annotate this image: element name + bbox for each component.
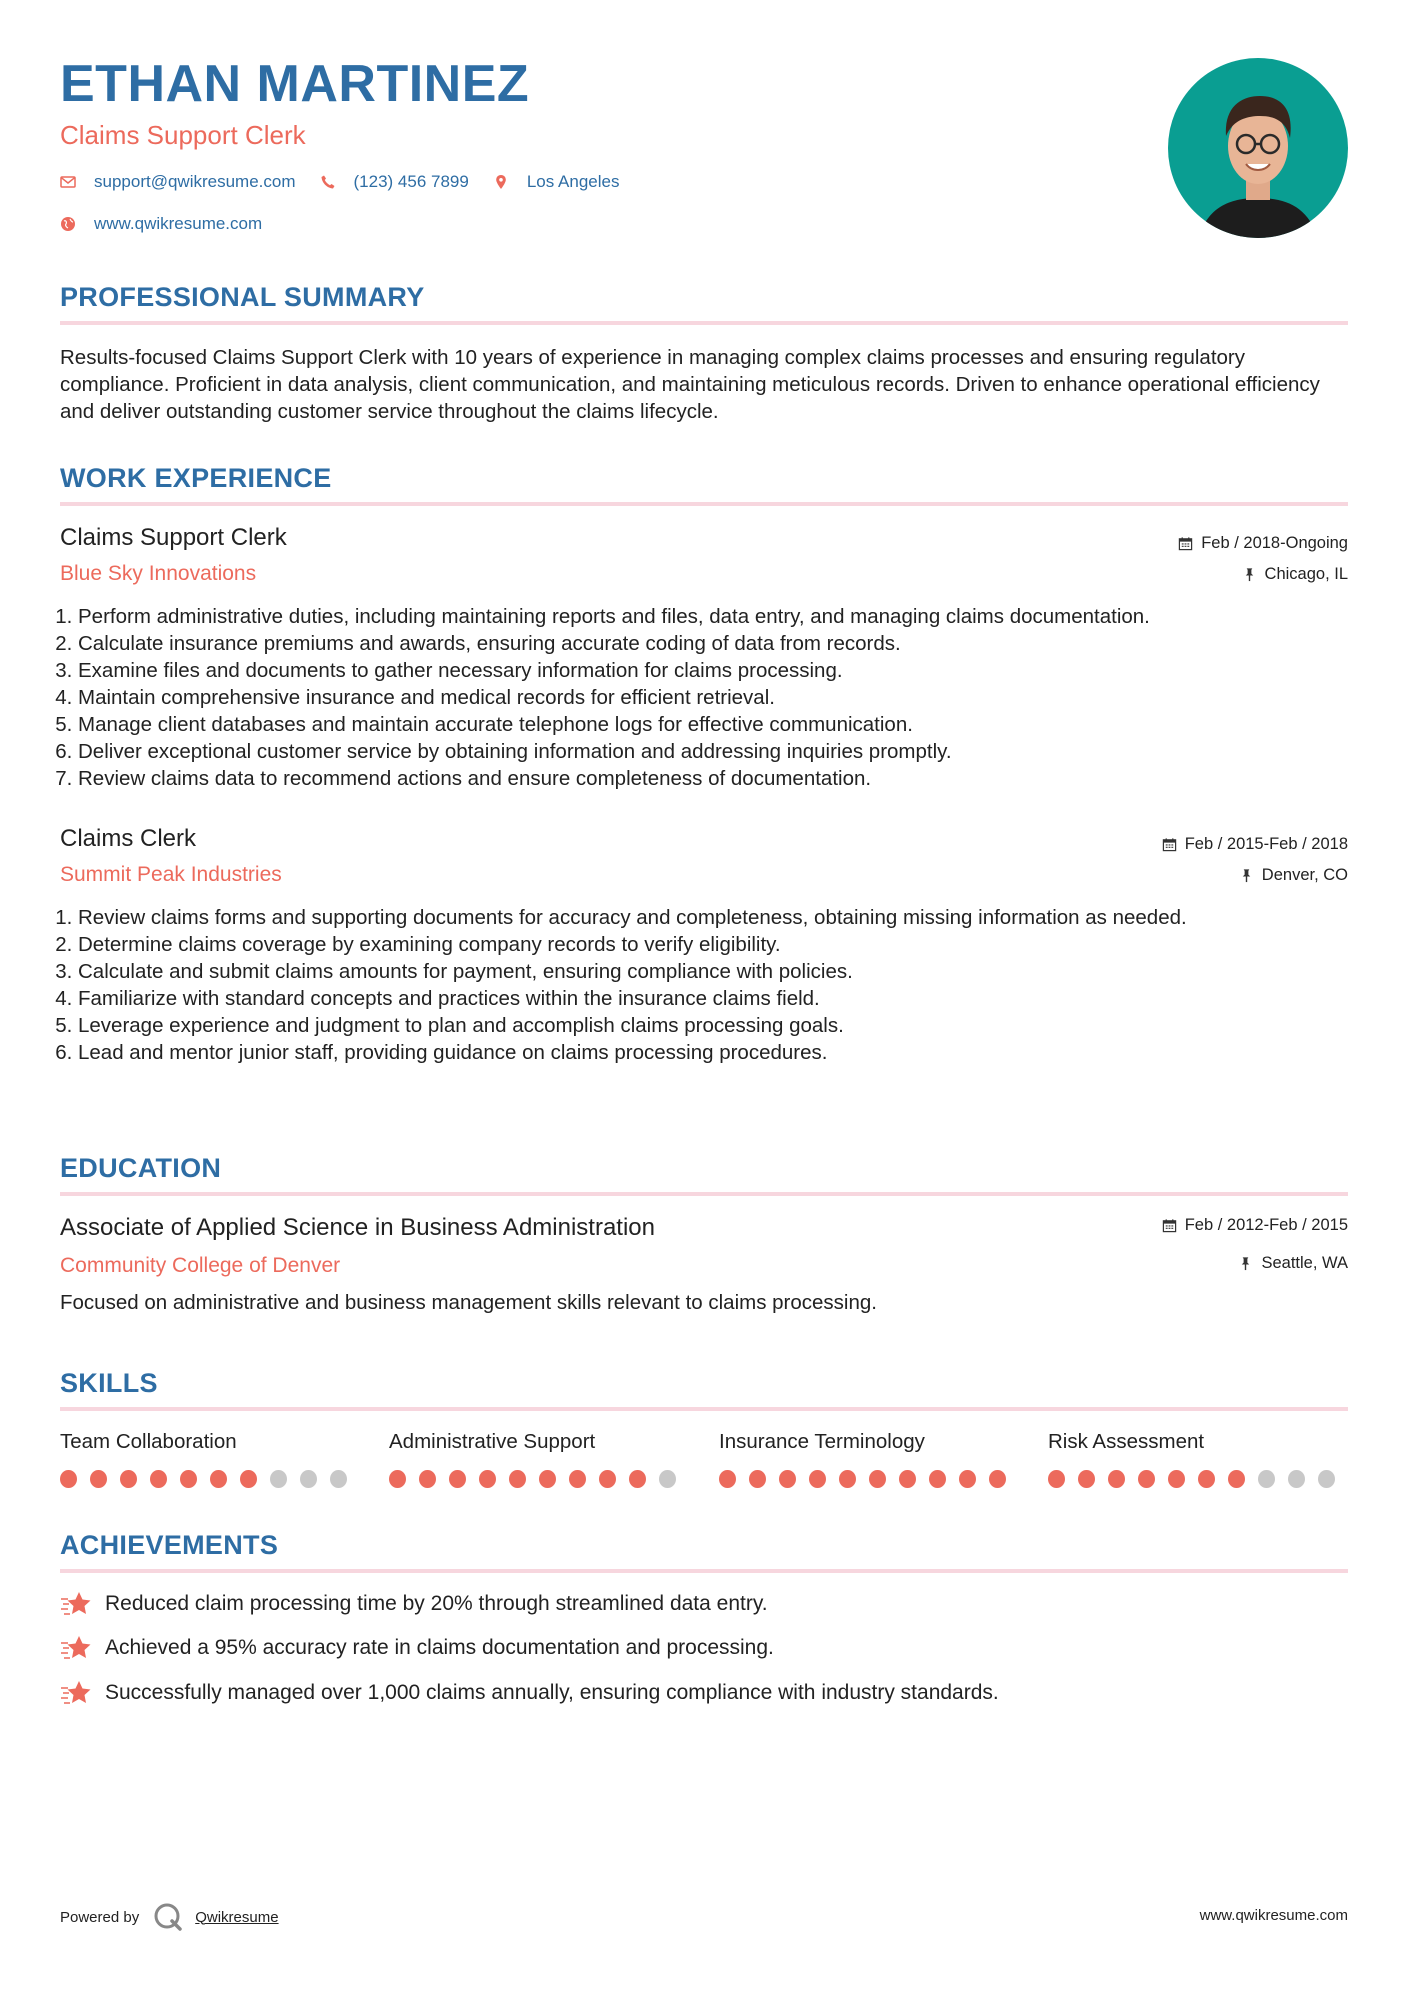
- job-dates-text: Feb / 2018-Ongoing: [1201, 534, 1348, 552]
- job-bullets: [60, 904, 1368, 1066]
- skill-item: [1048, 1430, 1348, 1488]
- rating-dot-empty: [270, 1470, 287, 1488]
- education-heading: EDUCATION: [60, 1153, 222, 1183]
- rating-dot-filled: [929, 1470, 946, 1488]
- rating-dot-empty: [659, 1470, 676, 1488]
- skill-item: [60, 1430, 360, 1488]
- pushpin-icon: [1242, 567, 1257, 582]
- rating-dot-filled: [150, 1470, 167, 1488]
- skill-name: Risk Assessment: [1048, 1430, 1205, 1453]
- list-item: 2. Determine claims coverage by examining company records to verify eligibility.: [78, 931, 1368, 958]
- achievement-item: [60, 1634, 774, 1662]
- achievement-text: Successfully managed over 1,000 claims annually, ensuring compliance with industry standards.: [105, 1681, 999, 1704]
- skill-rating: [719, 1470, 1019, 1488]
- list-item: 3. Examine files and documents to gather necessary information for claims processing.: [78, 657, 1368, 684]
- skill-name: Team Collaboration: [60, 1430, 237, 1453]
- star-badge-icon: [60, 1634, 92, 1662]
- job-title: Claims Clerk: [60, 825, 197, 852]
- rating-dot-filled: [1108, 1470, 1125, 1488]
- list-item: 6. Deliver exceptional customer service by obtaining information and addressing inquiries promptly.: [78, 738, 1368, 765]
- footer-powered-by: [60, 1902, 279, 1932]
- degree-title: Associate of Applied Science in Business Administration: [60, 1214, 655, 1241]
- summary-text: Results-focused Claims Support Clerk with 10 years of experience in managing complex claims processes and ensuring regulatory compliance. Proficient in data analysis, client communication, and maintaining meticulous records. Driven to enhance operational efficiency and deliver outstanding customer service throughout the claims lifecycle.: [60, 346, 1320, 423]
- list-item: 6. Lead and mentor junior staff, providing guidance on claims processing procedures.: [78, 1039, 1368, 1066]
- phone-contact[interactable]: [320, 172, 469, 192]
- rating-dot-filled: [989, 1470, 1006, 1488]
- achievement-text: Reduced claim processing time by 20% through streamlined data entry.: [105, 1592, 768, 1615]
- footer-url[interactable]: www.qwikresume.com: [1199, 1907, 1348, 1924]
- education-description: Focused on administrative and business management skills relevant to claims processing.: [60, 1291, 877, 1314]
- rating-dot-filled: [210, 1470, 227, 1488]
- section-divider: [60, 1569, 1348, 1573]
- list-item: 5. Leverage experience and judgment to plan and accomplish claims processing goals.: [78, 1012, 1368, 1039]
- rating-dot-empty: [1288, 1470, 1305, 1488]
- list-item: 1. Perform administrative duties, including maintaining reports and files, data entry, and managing claims documentation.: [78, 603, 1368, 630]
- rating-dot-filled: [90, 1470, 107, 1488]
- rating-dot-filled: [1138, 1470, 1155, 1488]
- website-contact[interactable]: [60, 214, 262, 234]
- skill-name: Insurance Terminology: [719, 1430, 925, 1453]
- rating-dot-filled: [1228, 1470, 1245, 1488]
- rating-dot-filled: [180, 1470, 197, 1488]
- job-location-text: Chicago, IL: [1264, 565, 1348, 583]
- list-item: 5. Manage client databases and maintain accurate telephone logs for effective communication.: [78, 711, 1368, 738]
- achievement-text: Achieved a 95% accuracy rate in claims documentation and processing.: [105, 1636, 774, 1659]
- rating-dot-filled: [779, 1470, 796, 1488]
- section-divider: [60, 321, 1348, 325]
- education-dates: [1162, 1216, 1348, 1235]
- section-divider: [60, 1192, 1348, 1196]
- pushpin-icon: [1239, 868, 1254, 883]
- qwikresume-logo-icon: [153, 1902, 183, 1932]
- list-item: 2. Calculate insurance premiums and awards, ensuring accurate coding of data from records.: [78, 630, 1368, 657]
- rating-dot-filled: [899, 1470, 916, 1488]
- rating-dot-filled: [719, 1470, 736, 1488]
- calendar-icon: [1162, 837, 1177, 852]
- rating-dot-filled: [1078, 1470, 1095, 1488]
- company-name: Blue Sky Innovations: [60, 562, 257, 585]
- email-text: support@qwikresume.com: [94, 172, 296, 191]
- list-item: 4. Familiarize with standard concepts and practices within the insurance claims field.: [78, 985, 1368, 1012]
- achievement-item: [60, 1679, 999, 1707]
- rating-dot-filled: [599, 1470, 616, 1488]
- star-badge-icon: [60, 1590, 92, 1618]
- rating-dot-empty: [300, 1470, 317, 1488]
- rating-dot-filled: [869, 1470, 886, 1488]
- skill-rating: [60, 1470, 360, 1488]
- job-dates-text: Feb / 2015-Feb / 2018: [1184, 835, 1348, 853]
- rating-dot-filled: [60, 1470, 77, 1488]
- rating-dot-empty: [1258, 1470, 1275, 1488]
- job-title: Claims Support Clerk: [60, 524, 287, 551]
- company-name: Summit Peak Industries: [60, 863, 282, 886]
- rating-dot-filled: [539, 1470, 556, 1488]
- summary-heading: PROFESSIONAL SUMMARY: [60, 282, 425, 312]
- experience-heading: WORK EXPERIENCE: [60, 463, 332, 493]
- candidate-name: ETHAN MARTINEZ: [60, 55, 530, 113]
- envelope-icon: [60, 174, 76, 190]
- job-location: [1239, 866, 1348, 885]
- job-bullets: [60, 603, 1368, 792]
- rating-dot-filled: [389, 1470, 406, 1488]
- achievements-heading: ACHIEVEMENTS: [60, 1530, 279, 1560]
- skill-rating: [389, 1470, 689, 1488]
- map-pin-icon: [493, 174, 509, 190]
- rating-dot-filled: [959, 1470, 976, 1488]
- list-item: 3. Calculate and submit claims amounts for payment, ensuring compliance with policies.: [78, 958, 1368, 985]
- globe-icon: [60, 216, 76, 232]
- rating-dot-filled: [120, 1470, 137, 1488]
- list-item: 4. Maintain comprehensive insurance and medical records for efficient retrieval.: [78, 684, 1368, 711]
- job-dates: [1162, 835, 1348, 854]
- rating-dot-filled: [1198, 1470, 1215, 1488]
- email-contact[interactable]: [60, 172, 296, 192]
- rating-dot-filled: [809, 1470, 826, 1488]
- list-item: 7. Review claims data to recommend actions and ensure completeness of documentation.: [78, 765, 1368, 792]
- section-divider: [60, 1407, 1348, 1411]
- candidate-title: Claims Support Clerk: [60, 120, 306, 150]
- calendar-icon: [1178, 536, 1193, 551]
- job-dates: [1178, 534, 1348, 553]
- phone-icon: [320, 174, 336, 190]
- list-item: 1. Review claims forms and supporting documents for accuracy and completeness, obtaining missing information as needed.: [78, 904, 1368, 931]
- website-text: www.qwikresume.com: [94, 214, 263, 233]
- skill-item: [719, 1430, 1019, 1488]
- rating-dot-filled: [479, 1470, 496, 1488]
- education-location: [1238, 1254, 1348, 1273]
- phone-text: (123) 456 7899: [353, 172, 469, 191]
- achievement-item: [60, 1590, 768, 1618]
- job-location: [1242, 565, 1348, 584]
- calendar-icon: [1162, 1218, 1177, 1233]
- rating-dot-empty: [330, 1470, 347, 1488]
- rating-dot-filled: [569, 1470, 586, 1488]
- profile-photo: [1168, 58, 1348, 238]
- location-text: Los Angeles: [526, 172, 620, 191]
- rating-dot-filled: [1168, 1470, 1185, 1488]
- skills-heading: SKILLS: [60, 1368, 158, 1398]
- skill-item: [389, 1430, 689, 1488]
- rating-dot-filled: [449, 1470, 466, 1488]
- section-divider: [60, 502, 1348, 506]
- rating-dot-filled: [1048, 1470, 1065, 1488]
- education-dates-text: Feb / 2012-Feb / 2015: [1184, 1216, 1348, 1234]
- rating-dot-filled: [240, 1470, 257, 1488]
- avatar-illustration: [1168, 58, 1348, 238]
- job-location-text: Denver, CO: [1261, 866, 1348, 884]
- pushpin-icon: [1238, 1256, 1253, 1271]
- education-location-text: Seattle, WA: [1261, 1254, 1348, 1272]
- location-contact: [493, 172, 620, 192]
- rating-dot-filled: [509, 1470, 526, 1488]
- rating-dot-filled: [629, 1470, 646, 1488]
- rating-dot-filled: [749, 1470, 766, 1488]
- rating-dot-filled: [839, 1470, 856, 1488]
- contact-row: [60, 172, 643, 192]
- skill-rating: [1048, 1470, 1348, 1488]
- skill-name: Administrative Support: [389, 1430, 596, 1453]
- brand-link[interactable]: Qwikresume: [195, 1908, 279, 1926]
- star-badge-icon: [60, 1679, 92, 1707]
- website-row: [60, 214, 286, 234]
- school-name: Community College of Denver: [60, 1254, 341, 1277]
- powered-by-text: Powered by: [60, 1908, 140, 1926]
- rating-dot-empty: [1318, 1470, 1335, 1488]
- rating-dot-filled: [419, 1470, 436, 1488]
